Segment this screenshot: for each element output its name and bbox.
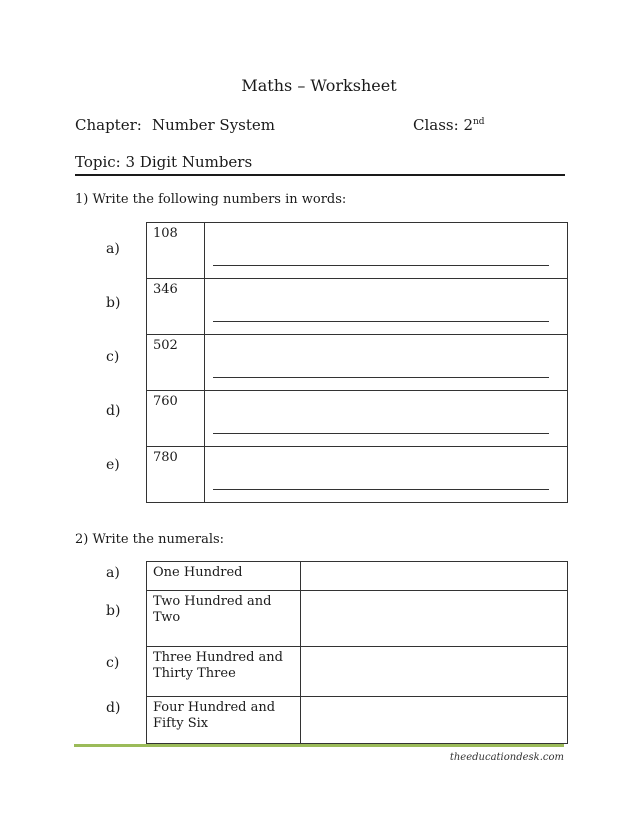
number-cell: 346 — [147, 279, 205, 335]
answer-line — [213, 265, 549, 266]
answer-cell[interactable] — [204, 223, 567, 279]
answer-line — [213, 433, 549, 434]
table-row — [147, 447, 568, 503]
answer-cell[interactable] — [204, 335, 567, 391]
question-1-prompt: 1) Write the following numbers in words: — [75, 192, 347, 207]
answer-cell[interactable] — [204, 447, 567, 503]
chapter-label: Chapter: — [75, 116, 142, 134]
words-cell: Four Hundred and Fifty Six — [147, 697, 301, 744]
table-row — [147, 591, 568, 647]
q1-letter-b: b) — [106, 295, 121, 311]
footer-divider — [74, 744, 564, 747]
answer-cell[interactable] — [204, 391, 567, 447]
q1-letter-c: c) — [106, 349, 120, 365]
footer-site: theeducationdesk.com — [449, 752, 564, 763]
class-value: 2nd — [463, 116, 485, 134]
number-cell: 760 — [147, 391, 205, 447]
chapter-value: Number System — [152, 116, 276, 134]
answer-line — [213, 377, 549, 378]
numeral-answer-cell[interactable] — [300, 697, 567, 744]
answer-cell[interactable] — [204, 279, 567, 335]
number-cell: 502 — [147, 335, 205, 391]
table-row — [147, 223, 568, 279]
topic: Topic: 3 Digit Numbers — [75, 153, 253, 171]
table-row — [147, 562, 568, 591]
class-suffix: nd — [473, 117, 485, 127]
q2-letter-c: c) — [106, 655, 120, 671]
table-row — [147, 697, 568, 744]
number-words-table — [146, 222, 568, 503]
numeral-answer-cell[interactable] — [300, 562, 567, 591]
class-info — [413, 116, 485, 134]
q2-letter-a: a) — [106, 565, 120, 581]
numerals-table — [146, 561, 568, 744]
question-2-prompt: 2) Write the numerals: — [75, 532, 225, 547]
table-row — [147, 335, 568, 391]
q1-letter-a: a) — [106, 241, 120, 257]
worksheet-title: Maths – Worksheet — [241, 76, 397, 95]
class-label: Class: — [413, 116, 459, 134]
answer-line — [213, 489, 549, 490]
numeral-answer-cell[interactable] — [300, 591, 567, 647]
answer-line — [213, 321, 549, 322]
numeral-answer-cell[interactable] — [300, 647, 567, 697]
table-row — [147, 391, 568, 447]
number-cell: 780 — [147, 447, 205, 503]
words-cell: One Hundred — [147, 562, 301, 591]
table-row — [147, 279, 568, 335]
words-cell: Two Hundred and Two — [147, 591, 301, 647]
q2-letter-b: b) — [106, 603, 121, 619]
number-cell: 108 — [147, 223, 205, 279]
q2-letter-d: d) — [106, 700, 121, 716]
topic-divider — [75, 174, 565, 176]
table-row — [147, 647, 568, 697]
q1-letter-e: e) — [106, 457, 120, 473]
q1-letter-d: d) — [106, 403, 121, 419]
words-cell: Three Hundred and Thirty Three — [147, 647, 301, 697]
